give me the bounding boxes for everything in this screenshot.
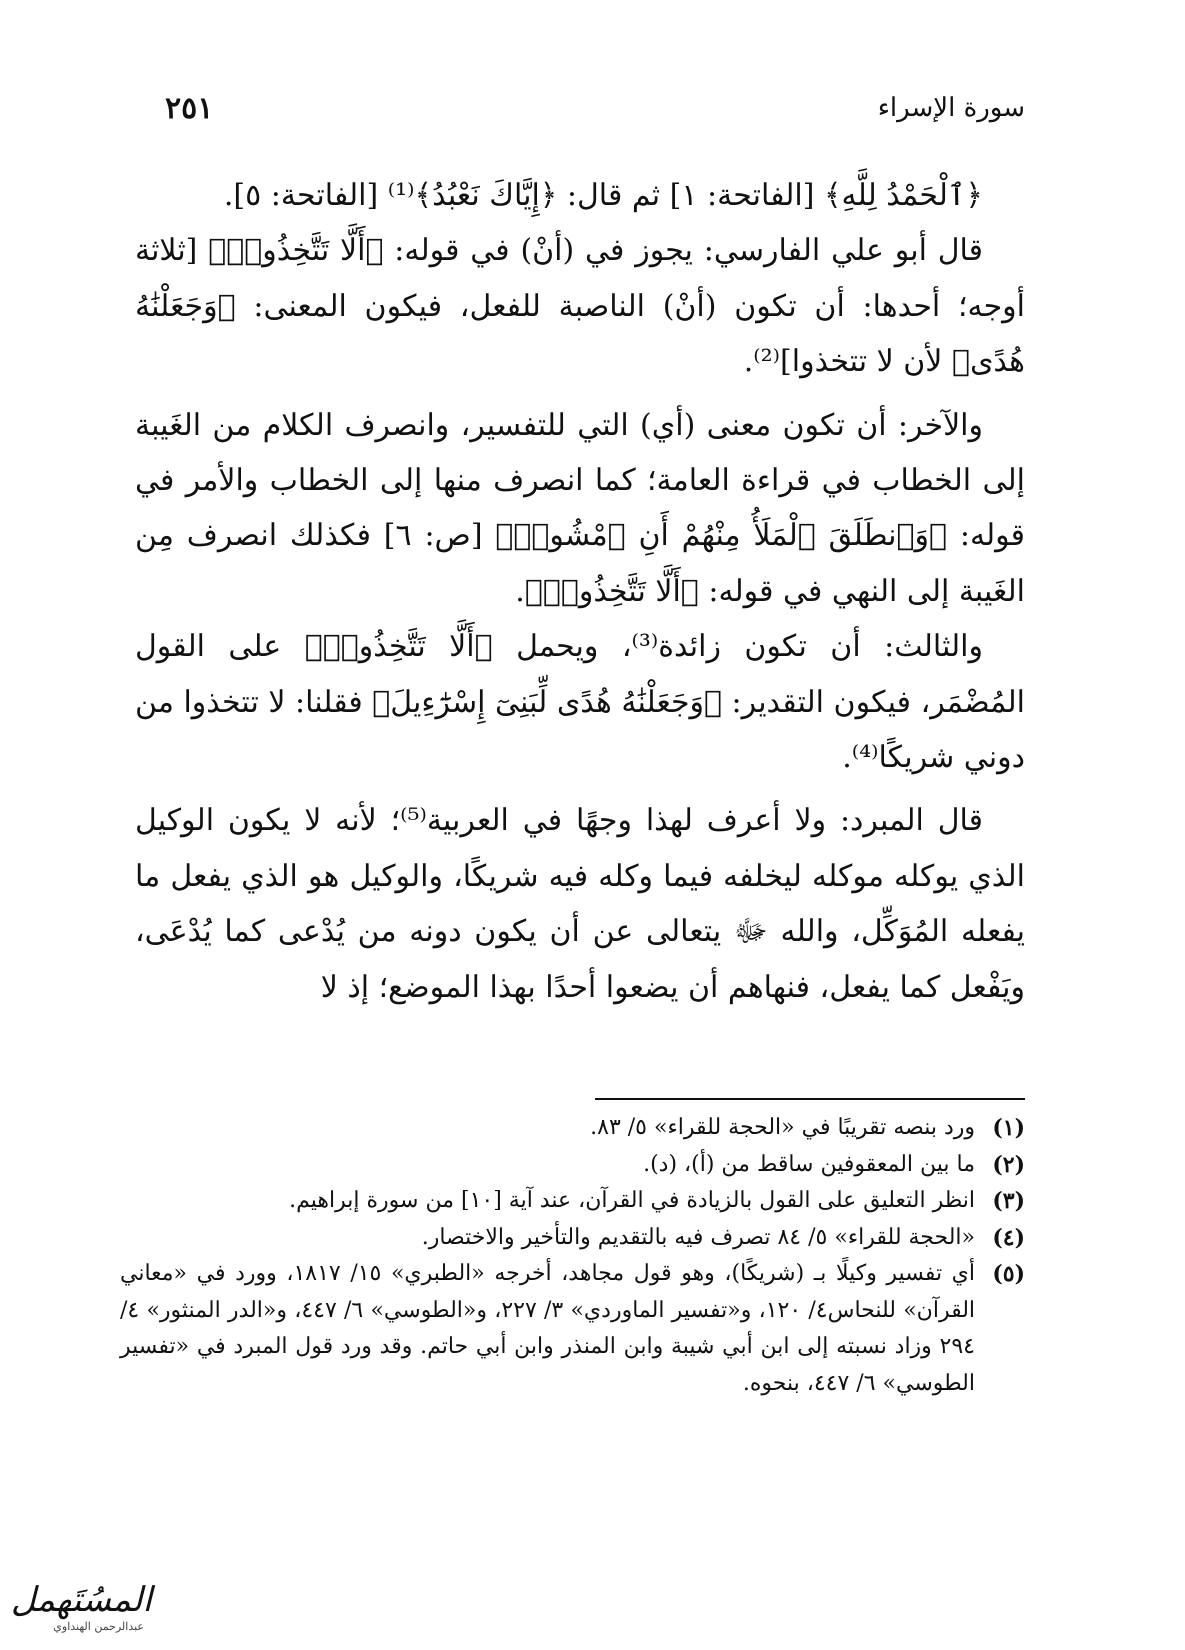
surah-title: سورة الإسراء — [877, 93, 1025, 123]
footnote-number: (٤) — [992, 1224, 1025, 1251]
footnote-4 — [120, 1220, 1025, 1257]
page-number: ٢٥١ — [165, 90, 214, 126]
stamp-main: المسُتَهمل — [10, 1580, 152, 1620]
footnote-number: (٢) — [992, 1151, 1025, 1178]
footnote-text: «الحجة للقراء» ٥/ ٨٤ تصرف فيه بالتقديم والتأخير والاختصار. — [421, 1224, 975, 1250]
main-text — [135, 168, 1025, 1015]
running-header — [165, 88, 1025, 128]
footnote-text: ما بين المعقوفين ساقط من (أ)، (د). — [643, 1151, 975, 1177]
footnote-number: (٥) — [992, 1261, 1025, 1287]
footnote-text: ورد بنصه تقريبًا في «الحجة للقراء» ٥/ ٨٣. — [590, 1115, 975, 1140]
footnote-text: انظر التعليق على القول بالزيادة في القرآن، عند آية [١٠] من سورة إبراهيم. — [289, 1188, 975, 1213]
paragraph-3: والآخر: أن تكون معنى (أي) التي للتفسير، وانصرف الكلام من الغَيبة إلى الخطاب في قراءة العامة؛ كما انصرف منها إلى الخطاب والأمر في قوله: ﴿وَٱنطَلَقَ ٱلْمَلَأُ مِنْهُمْ أَنِ ٱمْشُوا۟﴾ [ص: ٦] فكذلك انصرف مِن الغَيبة إلى النهي في قوله: ﴿أَلَّا تَتَّخِذُوا۟﴾. — [135, 407, 1026, 609]
paragraph-5: قال المبرد: ولا أعرف لهذا وجهًا في العربية⁽⁵⁾؛ لأنه لا يكون الوكيل الذي يوكله موكله ليخلفه فيما وكله فيه شريكًا، والوكيل هو الذي يفعل ما يفعله المُوَكِّل، والله ﷻ يتعالى عن أن يكون دونه من يُدْعى كما يُدْعَى، ويَفْعل كما يفعل، فنهاهم أن يضعوا أحدًا بهذا الموضع؛ إذ لا — [135, 803, 1025, 1005]
footnote-1 — [120, 1110, 1025, 1147]
paragraph-4: والثالث: أن تكون زائدة⁽³⁾، ويحمل ﴿أَلَّا تَتَّخِذُوا۟﴾ على القول المُضْمَر، فيكون التقدير: ﴿وَجَعَلْنَٰهُ هُدًى لِّبَنِىٓ إِسْرَٰٓءِيلَ﴾ فقلنا: لا تتخذوا من دوني شريكًا⁽⁴⁾. — [135, 629, 1025, 776]
footnote-divider — [595, 1098, 1025, 1100]
paragraph-2: قال أبو علي الفارسي: يجوز في (أنْ) في قوله: ﴿أَلَّا تَتَّخِذُوا۟﴾ [ثلاثة أوجه؛ أحدها: أن تكون (أنْ) الناصبة للفعل، فيكون المعنى: ﴿وَجَعَلْنَٰهُ هُدًى﴾ لأن لا تتخذوا]⁽²⁾. — [135, 233, 1025, 380]
footnote-5 — [120, 1256, 1025, 1402]
scanner-stamp — [8, 1580, 158, 1638]
footnote-number: (١) — [992, 1115, 1025, 1141]
footnote-3 — [120, 1183, 1025, 1220]
footnotes — [120, 1110, 1025, 1402]
footnote-number: (٣) — [992, 1188, 1025, 1214]
stamp-sub: عبدالرحمن الهنداوي — [53, 1620, 144, 1633]
footnote-text: أي تفسير وكيلًا بـ (شريكًا)، وهو قول مجاهد، أخرجه «الطبري» ١٥/ ١٨١٧، وورد في «معاني القرآن» للنحاس٤/ ١٢٠، و«تفسير الماوردي» ٣/ ٢٢٧، و«الطوسي» ٦/ ٤٤٧، و«الدر المنثور» ٤/ ٢٩٤ وزاد نسبته إلى ابن أبي شيبة وابن المنذر وابن أبي حاتم. وقد ورد قول المبرد في «تفسير الطوسي» ٦/ ٤٤٧، بنحوه. — [120, 1261, 976, 1396]
paragraph-1: ﴿ٱلْحَمْدُ لِلَّهِ﴾ [الفاتحة: ١] ثم قال: ﴿إِيَّاكَ نَعْبُدُ﴾⁽¹⁾ [الفاتحة: ٥]. — [223, 178, 983, 213]
footnote-2 — [120, 1147, 1025, 1184]
